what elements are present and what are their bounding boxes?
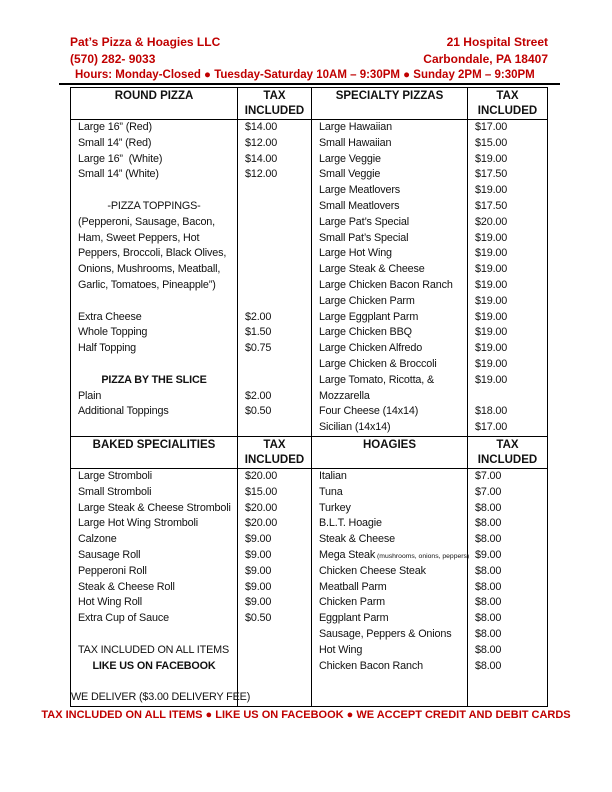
price-value	[238, 674, 312, 690]
price-value	[238, 690, 312, 706]
price-value	[238, 246, 312, 262]
price-value: $17.00	[475, 421, 508, 434]
menu-item-label	[312, 690, 468, 706]
footer-note: TAX INCLUDED ON ALL ITEMS ● LIKE US ON FACEBOOK ● WE ACCEPT CREDIT AND DEBIT CARDS	[41, 709, 571, 721]
menu-item-label	[71, 357, 238, 373]
price-value: $14.00	[238, 152, 312, 168]
price-value: $19.00	[475, 326, 508, 339]
menu-item-label: Small Hawaiian	[312, 136, 468, 152]
price-value: $9.00	[475, 548, 502, 561]
price-value: $8.00	[475, 501, 502, 514]
price-value: $19.00	[475, 152, 508, 165]
price-value	[238, 659, 312, 675]
tax-heading: TAX INCLUDED	[238, 437, 312, 468]
price-value	[238, 420, 312, 436]
section-title-left: BAKED SPECIALITIES	[71, 437, 238, 468]
section-body	[71, 469, 547, 706]
price-value: $17.00	[475, 121, 508, 133]
price-value: $9.00	[238, 595, 312, 611]
address-street: 21 Hospital Street	[446, 35, 548, 49]
menu-item-label: Onions, Mushrooms, Meatball,	[71, 262, 238, 278]
menu-item-label: Large Chicken Bacon Ranch	[312, 278, 468, 294]
price-value: $19.00	[475, 373, 508, 386]
price-value: $8.00	[475, 517, 502, 530]
menu-item-note: (mushrooms, onions, peppers)	[375, 552, 470, 560]
price-value: $1.50	[238, 325, 312, 341]
section-title-left: ROUND PIZZA	[71, 88, 238, 119]
price-value: $15.00	[475, 136, 508, 149]
section-header-row	[71, 436, 547, 469]
price-value: $19.00	[475, 263, 508, 276]
menu-item-label	[71, 627, 238, 643]
menu-item-label: Meatball Parm	[312, 580, 468, 596]
menu-item-label: Chicken Bacon Ranch	[312, 659, 468, 675]
price-value: $20.00	[238, 469, 312, 485]
menu-item-label: Hot Wing Roll	[71, 595, 238, 611]
business-phone: (570) 282- 9033	[70, 52, 156, 66]
menu-item-label: Mega Steak (mushrooms, onions, peppers)	[312, 548, 468, 564]
price-value: $8.00	[475, 580, 502, 593]
menu-item-label: Large Tomato, Ricotta, &	[312, 373, 468, 389]
menu-item-label: Steak & Cheese Roll	[71, 580, 238, 596]
menu-item-label: Garlic, Tomatoes, Pineapple”)	[71, 278, 238, 294]
menu-item-label: Large Pat’s Special	[312, 215, 468, 231]
menu-item-label: Large Chicken BBQ	[312, 325, 468, 341]
price-value	[238, 231, 312, 247]
menu-item-label: Small Stromboli	[71, 485, 238, 501]
price-value: $9.00	[238, 548, 312, 564]
price-value: $19.00	[475, 247, 508, 260]
menu-item-label: Extra Cheese	[71, 310, 238, 326]
menu-item-label: Large Steak & Cheese	[312, 262, 468, 278]
price-value: $12.00	[238, 167, 312, 183]
price-value	[238, 278, 312, 294]
menu-item-label: (Pepperoni, Sausage, Bacon,	[71, 215, 238, 231]
menu-item-label: Large Hawaiian	[312, 120, 468, 136]
menu-item-label: Large Veggie	[312, 152, 468, 168]
menu-item-label: Mozzarella	[312, 389, 468, 405]
price-value: $0.50	[238, 404, 312, 420]
menu-item-label: Sausage Roll	[71, 548, 238, 564]
section-header-row	[71, 88, 547, 120]
page-header	[70, 34, 548, 68]
price-value: $19.00	[475, 357, 508, 370]
menu-item-label	[71, 294, 238, 310]
menu-item-label	[71, 674, 238, 690]
menu-item-label	[71, 420, 238, 436]
price-value	[238, 357, 312, 373]
menu-item-label: Calzone	[71, 532, 238, 548]
menu-item-label: Large Chicken Parm	[312, 294, 468, 310]
price-value: $8.00	[475, 612, 502, 625]
section-body	[71, 120, 547, 436]
price-value: $14.00	[238, 120, 312, 136]
menu-item-label: Chicken Parm	[312, 595, 468, 611]
menu-item-label: Ham, Sweet Peppers, Hot	[71, 231, 238, 247]
price-value: $17.50	[475, 168, 508, 181]
menu-item-label: Additional Toppings	[71, 404, 238, 420]
price-value: $9.00	[238, 580, 312, 596]
hours-line: Hours: Monday-Closed ● Tuesday-Saturday 10AM – 9:30PM ● Sunday 2PM – 9:30PM	[75, 69, 535, 81]
menu-item-label: B.L.T. Hoagie	[312, 516, 468, 532]
price-value: $19.00	[475, 310, 508, 323]
price-value: $8.00	[475, 596, 502, 609]
menu-item-label: Tuna	[312, 485, 468, 501]
menu-item-label: Pepperoni Roll	[71, 564, 238, 580]
menu-item-label: Large Chicken & Broccoli	[312, 357, 468, 373]
price-value: $20.00	[238, 501, 312, 517]
menu-item-label: Small 14” (White)	[71, 167, 238, 183]
menu-item-label: Sicilian (14x14)	[312, 420, 468, 436]
price-value: $18.00	[475, 405, 508, 418]
price-value	[238, 643, 312, 659]
price-value	[238, 627, 312, 643]
price-value	[468, 690, 547, 706]
menu-item-label: Italian	[312, 469, 468, 485]
price-value: $0.75	[238, 341, 312, 357]
menu-item-label: PIZZA BY THE SLICE	[71, 373, 238, 389]
business-name: Pat’s Pizza & Hoagies LLC	[70, 35, 221, 49]
price-value: $20.00	[475, 215, 508, 228]
menu-item-label	[71, 183, 238, 199]
menu-item-label: Four Cheese (14x14)	[312, 404, 468, 420]
price-value: $19.00	[475, 294, 508, 307]
price-value: $8.00	[475, 533, 502, 546]
price-value: $0.50	[238, 611, 312, 627]
menu-item-label: Large Hot Wing Stromboli	[71, 516, 238, 532]
price-value: $8.00	[475, 659, 502, 672]
address-city: Carbondale, PA 18407	[423, 52, 548, 66]
price-value: $8.00	[475, 627, 502, 640]
price-value: $8.00	[475, 643, 502, 656]
price-value: $9.00	[238, 564, 312, 580]
menu-item-label: Large Steak & Cheese Stromboli	[71, 501, 238, 517]
menu-item-label: Plain	[71, 389, 238, 405]
price-value: $17.50	[475, 199, 508, 212]
tax-heading: TAX INCLUDED	[477, 438, 538, 466]
menu-item-label	[312, 674, 468, 690]
price-value	[238, 262, 312, 278]
price-value: $9.00	[238, 532, 312, 548]
price-value: $7.00	[475, 469, 502, 482]
menu-item-label: Large Hot Wing	[312, 246, 468, 262]
menu-item-label: Large Chicken Alfredo	[312, 341, 468, 357]
menu-item-label: Extra Cup of Sauce	[71, 611, 238, 627]
menu-item-label: Large Meatlovers	[312, 183, 468, 199]
menu-item-label: Small Meatlovers	[312, 199, 468, 215]
menu-item-label: Half Topping	[71, 341, 238, 357]
menu-section-1	[71, 436, 547, 706]
menu-item-label: Small Pat’s Special	[312, 231, 468, 247]
price-value	[238, 373, 312, 389]
business-address	[423, 34, 548, 68]
price-value: $2.00	[238, 389, 312, 405]
price-value: $12.00	[238, 136, 312, 152]
price-value: $8.00	[475, 564, 502, 577]
menu-item-label: Eggplant Parm	[312, 611, 468, 627]
menu-item-label: Chicken Cheese Steak	[312, 564, 468, 580]
business-info	[70, 34, 220, 68]
price-value: $19.00	[475, 231, 508, 244]
menu-item-label: Hot Wing	[312, 643, 468, 659]
price-value: $19.00	[475, 184, 508, 197]
menu-table	[70, 87, 548, 707]
section-title-right: SPECIALTY PIZZAS	[312, 88, 468, 119]
price-value	[238, 215, 312, 231]
menu-item-label: Small Veggie	[312, 167, 468, 183]
menu-item-label: -PIZZA TOPPINGS-	[71, 199, 238, 215]
menu-item-label: Sausage, Peppers & Onions	[312, 627, 468, 643]
menu-item-label: Whole Topping	[71, 325, 238, 341]
menu-item-label: Large Eggplant Parm	[312, 310, 468, 326]
menu-item-label: Steak & Cheese	[312, 532, 468, 548]
price-value	[238, 199, 312, 215]
section-title-right: HOAGIES	[312, 437, 468, 468]
menu-item-label: Small 14” (Red)	[71, 136, 238, 152]
price-value: $7.00	[475, 485, 502, 498]
menu-item-label: WE DELIVER ($3.00 DELIVERY FEE)	[71, 690, 238, 706]
menu-item-label: TAX INCLUDED ON ALL ITEMS	[71, 643, 238, 659]
price-value: $15.00	[238, 485, 312, 501]
price-value: $19.00	[475, 278, 508, 291]
tax-heading: TAX INCLUDED	[238, 88, 312, 119]
price-value	[238, 294, 312, 310]
menu-section-0	[71, 88, 547, 436]
price-value	[468, 674, 547, 690]
menu-item-label: Peppers, Broccoli, Black Olives,	[71, 246, 238, 262]
price-value: $19.00	[475, 342, 508, 355]
price-value	[238, 183, 312, 199]
price-value: $20.00	[238, 516, 312, 532]
price-value: $2.00	[238, 310, 312, 326]
header-divider	[59, 83, 560, 85]
menu-item-label: Large 16” (Red)	[71, 120, 238, 136]
menu-item-label: Turkey	[312, 501, 468, 517]
menu-item-label: Large 16” (White)	[71, 152, 238, 168]
price-value	[468, 389, 547, 405]
tax-heading: TAX INCLUDED	[477, 90, 538, 117]
menu-item-label: Large Stromboli	[71, 469, 238, 485]
menu-item-label: LIKE US ON FACEBOOK	[71, 659, 238, 675]
